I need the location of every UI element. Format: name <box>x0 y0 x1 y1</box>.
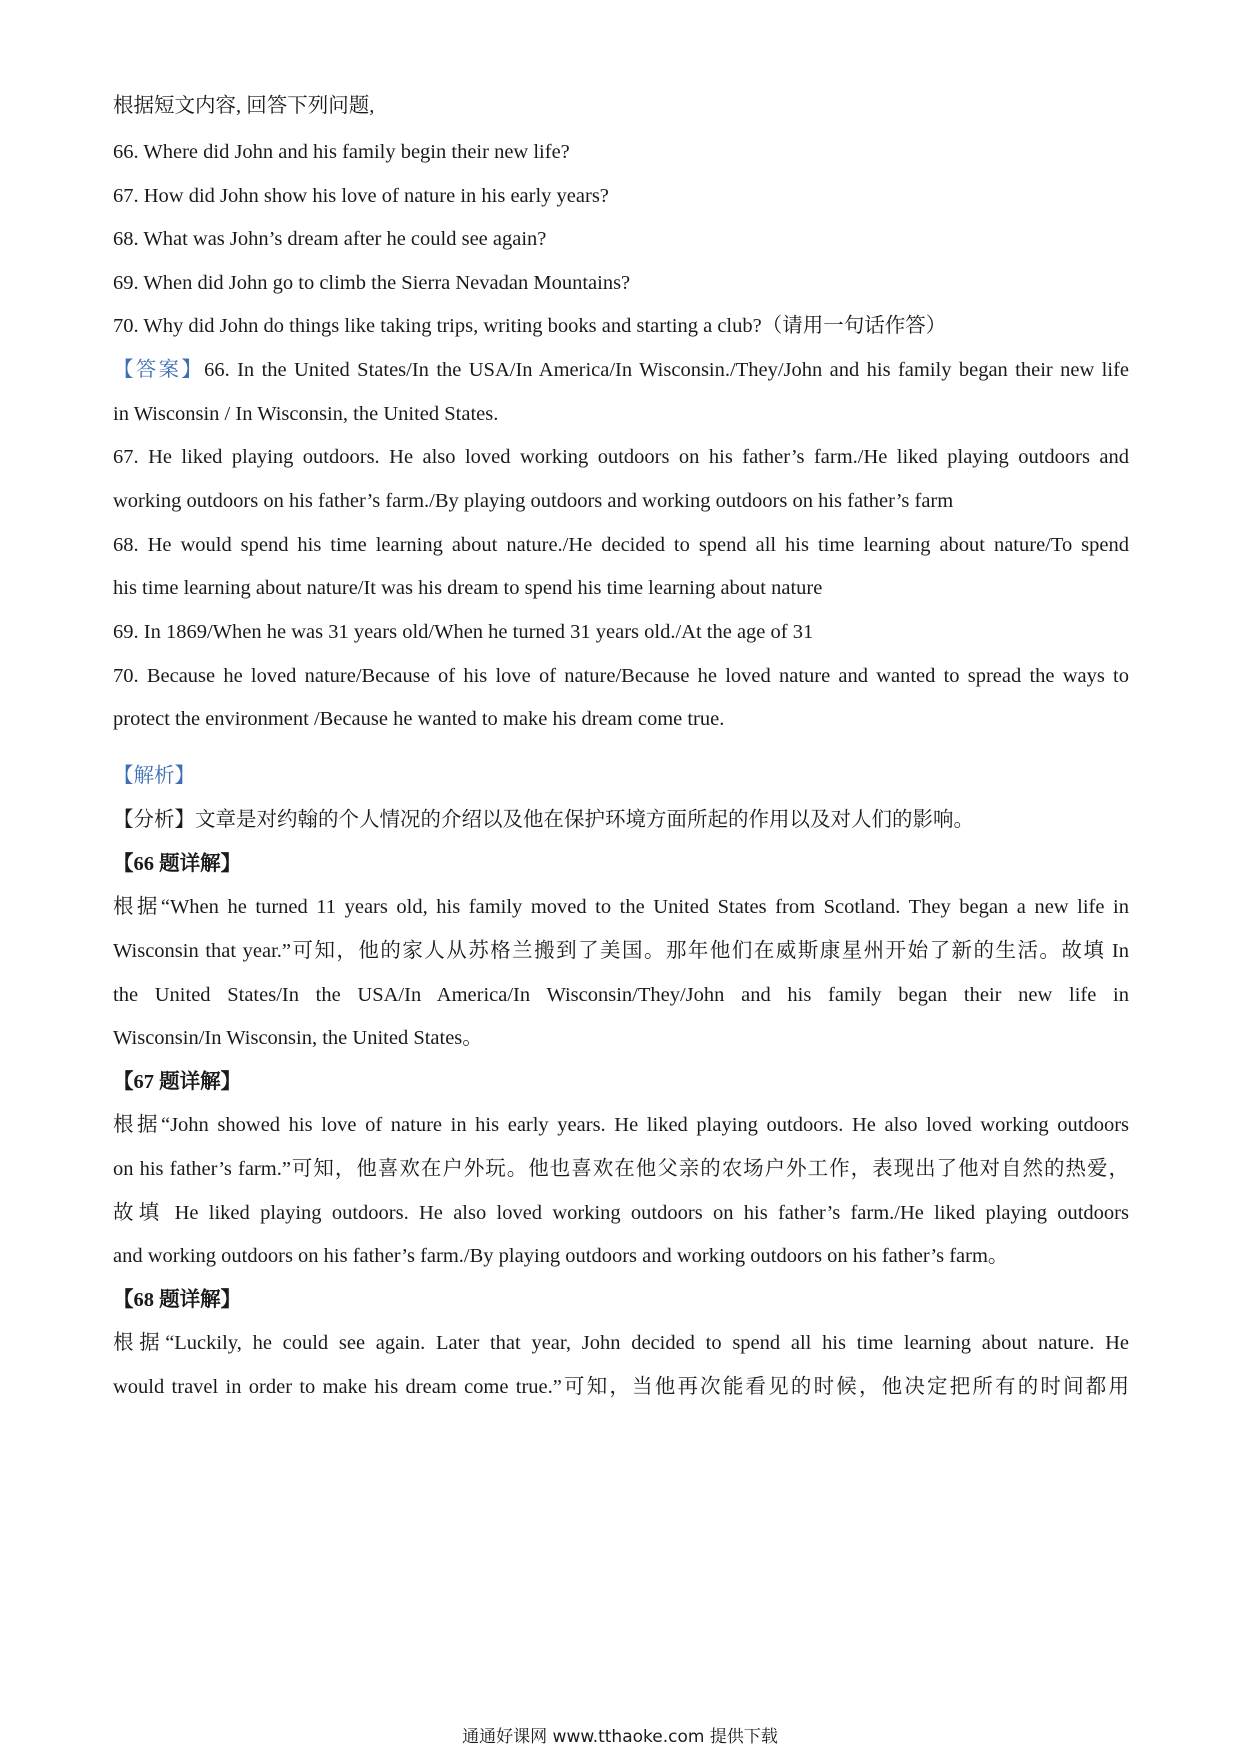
question-70: 70. Why did John do things like taking trips, writing books and starting a club?（请用一句话作答） <box>113 315 947 337</box>
q68-line: 根据“Luckily, he could see again. Later that year, John decided to spend all his time learning about nature. He <box>113 1332 1129 1354</box>
answer-line: 70. Because he loved nature/Because of his love of nature/Because he loved nature and wanted to spread the ways to <box>113 665 1129 687</box>
q66-line: 根据“When he turned 11 years old, his family moved to the United States from Scotland. They began a new life in <box>113 896 1129 918</box>
question-68: 68. What was John’s dream after he could see again? <box>113 228 547 250</box>
answer-line: 【答案】66. In the United States/In the USA/In America/In Wisconsin./They/John and his family began their new life <box>113 359 1130 381</box>
answer-line: 69. In 1869/When he was 31 years old/When he turned 31 years old./At the age of 31 <box>113 621 814 643</box>
q66-line: Wisconsin that year.”可知，他的家人从苏格兰搬到了美国。那年他们在威斯康星州开始了新的生活。故填 In <box>113 940 1129 962</box>
q67-line: 故填 He liked playing outdoors. He also loved working outdoors on his father’s farm./He liked playing outdoors <box>113 1202 1129 1224</box>
question-69: 69. When did John go to climb the Sierra Nevadan Mountains? <box>113 272 631 294</box>
q67-line: on his father’s farm.”可知，他喜欢在户外玩。他也喜欢在他父亲的农场户外工作，表现出了他对自然的热爱， <box>113 1158 1129 1180</box>
answer-line: protect the environment /Because he wanted to make his dream come true. <box>113 708 725 730</box>
q68-line: would travel in order to make his dream come true.”可知，当他再次能看见的时候，他决定把所有的时间都用 <box>113 1376 1129 1398</box>
page-footer: 通通好课网 www.tthaoke.com 提供下载 <box>462 1727 778 1747</box>
q67-heading: 【67 题详解】 <box>113 1071 242 1093</box>
answer-line: working outdoors on his father’s farm./By playing outdoors and working outdoors on his father’s farm <box>113 490 954 512</box>
answer-line: 68. He would spend his time learning about nature./He decided to spend all his time learning about nature/To spend <box>113 534 1129 556</box>
q66-line: Wisconsin/In Wisconsin, the United States。 <box>113 1027 483 1049</box>
question-67: 67. How did John show his love of nature in his early years? <box>113 185 609 207</box>
analysis-summary: 【分析】文章是对约翰的个人情况的介绍以及他在保护环境方面所起的作用以及对人们的影响。 <box>113 809 974 831</box>
question-66: 66. Where did John and his family begin their new life? <box>113 141 570 163</box>
answer-label: 【答案】 <box>113 359 205 381</box>
q66-line: the United States/In the USA/In America/In Wisconsin/They/John and his family began their new life in <box>113 984 1129 1006</box>
q67-line: and working outdoors on his father’s farm./By playing outdoors and working outdoors on his father’s farm。 <box>113 1245 1009 1267</box>
analysis-label: 【解析】 <box>113 765 195 787</box>
q68-heading: 【68 题详解】 <box>113 1289 242 1311</box>
instruction-text: 根据短文内容, 回答下列问题, <box>113 95 375 117</box>
answer-line: in Wisconsin / In Wisconsin, the United States. <box>113 403 499 425</box>
q67-line: 根据“John showed his love of nature in his early years. He liked playing outdoors. He also loved working outdoors <box>113 1114 1129 1136</box>
q66-heading: 【66 题详解】 <box>113 853 242 875</box>
answer-line: his time learning about nature/It was his dream to spend his time learning about nature <box>113 577 823 599</box>
answer-line: 67. He liked playing outdoors. He also loved working outdoors on his father’s farm./He liked playing outdoors and <box>113 446 1129 468</box>
